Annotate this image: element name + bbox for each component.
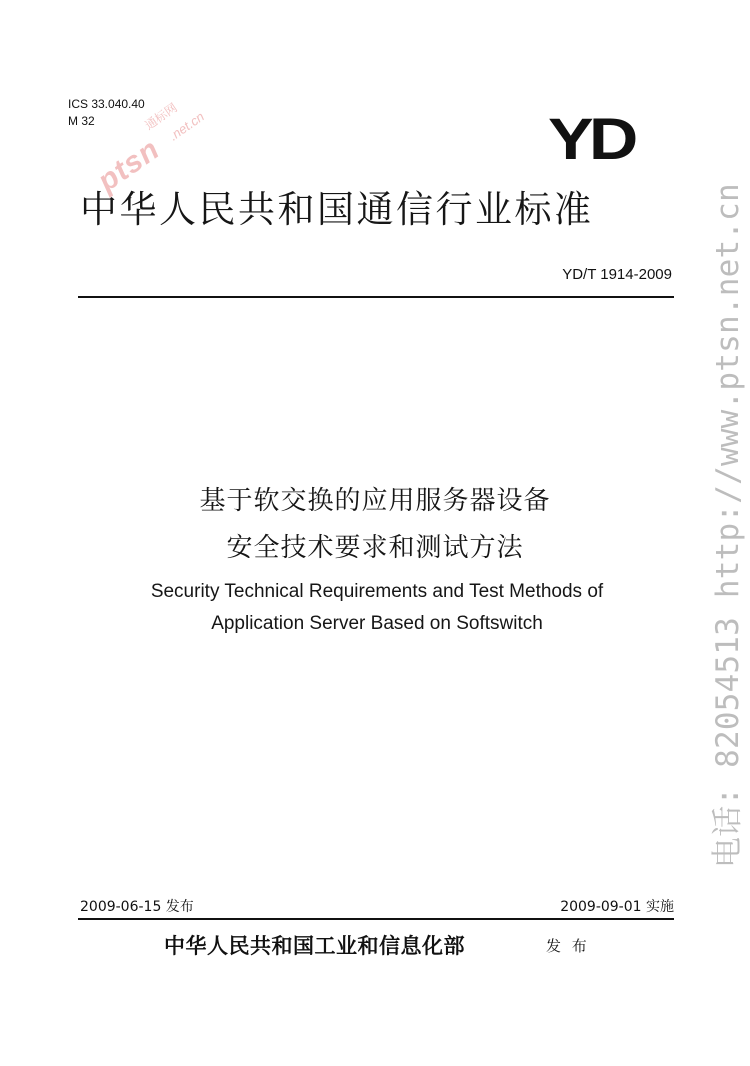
bottom-divider	[78, 918, 674, 920]
standard-number: YD/T 1914-2009	[562, 266, 672, 283]
standard-category-title: 中华人民共和国通信行业标准	[80, 188, 594, 231]
title-en-line1: Security Technical Requirements and Test Methods of	[150, 581, 604, 602]
publisher-name: 中华人民共和国工业和信息化部	[164, 933, 465, 958]
ics-code: ICS 33.040.40	[68, 97, 145, 111]
watermark-main: ptsn	[91, 132, 166, 199]
classification-codes	[68, 96, 145, 130]
title-cn-line1: 基于软交换的应用服务器设备	[199, 486, 551, 516]
top-divider	[78, 296, 674, 298]
yd-logo: YD	[548, 107, 634, 172]
classification-code: M 32	[68, 114, 95, 128]
issue-date: 2009-06-15 发布	[80, 899, 194, 915]
watermark-sub: .net.cn	[166, 108, 207, 144]
publish-label: 发 布	[546, 937, 590, 955]
title-en-line2: Application Server Based on Softswitch	[211, 613, 543, 634]
contact-watermark: 电话: 82054513 http://www.ptsn.net.cn	[710, 183, 746, 868]
title-cn-line2: 安全技术要求和测试方法	[226, 533, 524, 563]
watermark-cn: 通标网	[142, 100, 180, 133]
implementation-date: 2009-09-01 实施	[560, 899, 674, 915]
